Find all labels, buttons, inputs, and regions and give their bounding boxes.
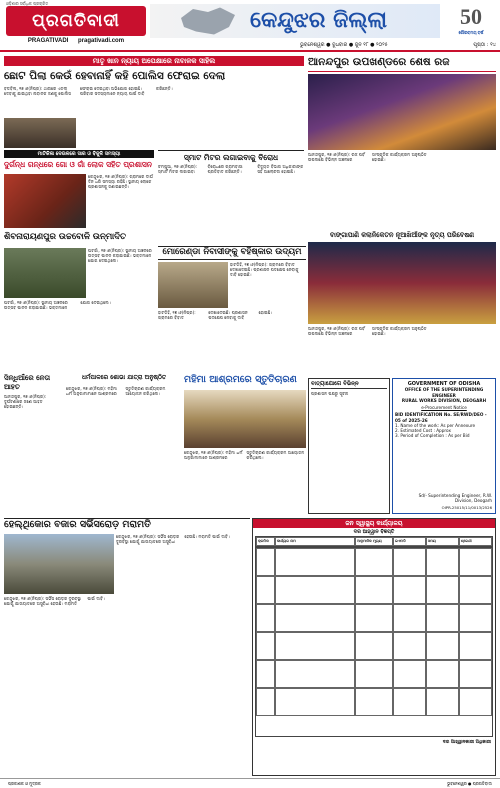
story-dance-headline[interactable]: ବାଙ୍ଗାପାଣି କଲାନିକେତନ ନୂଆଖିଆଁଙ୍କ ନୃତ୍ୟ ପରିବେଷଣ (329, 231, 475, 239)
table-cell (256, 576, 275, 604)
notice-table (255, 536, 493, 546)
table-cell (275, 576, 355, 604)
dateline (300, 42, 496, 48)
table-cell (459, 604, 492, 632)
tender-line-1: 1. Name of the work: As per Annexure (395, 422, 476, 428)
small-notice-box (308, 378, 390, 514)
story3-body-cont: ଘଟଗାଁ, ୧୭।୬(ନିପ୍ର): ସ୍ଥାନୀୟ ଅଞ୍ଚଳରେ ଉତ୍ସବ ପାଳନ କରାଯାଇଛି। ଭକ୍ତମାନେ ଯୋଗ ଦେଇଥିଲେ। (4, 300, 111, 311)
story-mahima-headline[interactable]: ମହିମା ଆଶ୍ରମରେ ସ୍ତୁତିଚାରଣ (184, 374, 297, 385)
table-cell (426, 632, 459, 660)
table-cell (426, 604, 459, 632)
footer-left: ପ୍ରକାଶକ ଓ ମୁଦ୍ରକ (8, 781, 41, 786)
table-col-header: ଇଏମଡି (393, 537, 426, 545)
tender-oipr: OIPR-25015/11/0013/2526 (441, 505, 492, 511)
mahima-photo (184, 390, 306, 448)
anniversary-badge (446, 4, 496, 38)
dance-photo (308, 242, 496, 324)
story1-photo (4, 118, 76, 148)
table-footer: ଦର ଆହ୍ୱାନକାରୀ ଅଧିକାରୀ (442, 739, 491, 745)
story-raja-headline[interactable]: ଆନନ୍ଦପୁର ଉପଖଣ୍ଡରେ ଶେଷ ରଜ (308, 56, 496, 72)
table-subheader: ଦର ଆହ୍ୱାନ ବିଜ୍ଞପ୍ତି (353, 529, 395, 535)
story-shobha-headline[interactable]: ଧର୍ମପାଳରେ ଶୋଭା ଯାତ୍ରା ଅନୁଷ୍ଠିତ (81, 374, 167, 381)
fire-photo (4, 174, 86, 228)
story2-kicker: ମାଟିକିଳା ଦେଉଳରେ ସାର ଓ ବିଜୁଳି ସମସ୍ୟା (4, 150, 154, 158)
story-morenda-body: ହାଟଡିହି, ୧୭।୬(ନିପ୍ର): ଗ୍ରାମରେ ବିବାଦ ଦେଖାଦେଇଛି। ପ୍ରଶାସନ ପଦକ୍ଷେପ ନେବାକୁ ଦାବି ହୋଇଛି। (230, 262, 299, 278)
story-road-body: କେନ୍ଦୁଝର, ୧୭।୬(ନିପ୍ର): ସର୍ଭିସ ରୋଡ଼ର ଦୁରବସ୍ଥା ଯୋଗୁଁ ଯାତାୟାତରେ ଅସୁବିଧା ହେଉଛି। ମରାମତି ପାଇଁ ଦାବି। (116, 534, 230, 545)
story4-body: ଆନନ୍ଦପୁର, ୧୭।୬(ନିପ୍ର): ଦୁର୍ଘଟଣାରେ ଜଣେ ଆହତ ହୋଇଛନ୍ତି। (4, 394, 47, 410)
table-cell (459, 548, 492, 576)
newspaper-logo[interactable]: ପ୍ରଗତିବାଦୀ (6, 6, 146, 36)
table-cell (355, 660, 393, 688)
edition-title: କେନ୍ଦୁଝର ଜିଲ୍ଲା (250, 8, 388, 33)
footer-right: ଭୁବନେଶ୍ୱର ● ପ୍ରଗତିବାଦୀ (447, 781, 492, 786)
table-cell (393, 576, 426, 604)
logo-subline (6, 38, 146, 44)
table-cell (256, 604, 275, 632)
table-col-header: କାର୍ଯ୍ୟର ନାମ (275, 537, 355, 545)
table-cell (275, 632, 355, 660)
page-number: ପୃଷ୍ଠା : ୧୪ (473, 42, 496, 48)
table-header: ଜନ ସ୍ୱାସ୍ଥ୍ୟ କାର୍ଯ୍ୟାଳୟ (253, 519, 495, 528)
tender-notice-type: e-Procurement Notice (421, 405, 467, 410)
story-road-body-cont: କେନ୍ଦୁଝର, ୧୭।୬(ନିପ୍ର): ସର୍ଭିସ ରୋଡ଼ର ଦୁରବସ୍ଥା ଯୋଗୁଁ ଯାତାୟାତରେ ଅସୁବିଧା ହେଉଛି। ମରାମତି ପାଇଁ ଦାବି। (4, 596, 105, 607)
story3-headline[interactable]: ଶିବନାରାୟଣପୁର ଉଚ୍ଚବୋଳି ଉନ୍ମାଦିତ (4, 232, 127, 242)
table-cell (256, 632, 275, 660)
story2-body: କେନ୍ଦୁଝର, ୧୭।୬(ନିପ୍ର): ଗ୍ରାମରେ ଦୀର୍ଘ ଦିନ ଧରି ସମସ୍ୟା ରହିଛି। ସ୍ଥାନୀୟ ଲୋକେ ପ୍ରଶାସନକୁ ଜଣାଇଛନ୍ତି। (88, 174, 153, 190)
story-morenda-headline[interactable]: ମୋରେଣ୍ଡା ନିବାସୀଙ୍କୁ ବହିଷ୍କାର ଉଦ୍ୟମ (158, 246, 306, 260)
tagline: ଓଡ଼ିଶାର ସର୍ବାଧିକ ପ୍ରଚାରିତ (6, 1, 49, 6)
table-cell (393, 604, 426, 632)
table-cell (393, 548, 426, 576)
tender-gov: GOVERNMENT OF ODISHA (407, 381, 481, 387)
table-col-header: କ୍ରମିକ (256, 537, 275, 545)
tender-division: RURAL WORKS DIVISION, DEOGARH (401, 397, 487, 403)
table-cell (393, 660, 426, 688)
story3-body: ଘଟଗାଁ, ୧୭।୬(ନିପ୍ର): ସ୍ଥାନୀୟ ଅଞ୍ଚଳରେ ଉତ୍ସବ ପାଳନ କରାଯାଇଛି। ଭକ୍ତମାନେ ଯୋଗ ଦେଇଥିଲେ। (88, 248, 152, 264)
table-cell (355, 576, 393, 604)
story-smartmeter-headline[interactable]: ସ୍ମାଟ ମିଟର ଲଗାଇବାକୁ ବିରୋଧ (183, 153, 279, 162)
story2-headline[interactable]: ଦୁର୍ଗନ୍ଧ ଗନ୍ଧରେ ଗୋ ଓ ଗାଁ ଲୋକ ସହିତ ପ୍ରଶାସନ (4, 160, 152, 169)
table-cell (256, 660, 275, 688)
story1-kicker: ମାତୃ ଖାନ ନ୍ୟାୟ ଅପେକ୍ଷାରେ ନାବାଳକ ସାହିଲ (4, 56, 304, 66)
anniversary-number: 50 (460, 4, 482, 29)
story-smartmeter-body: ଚମ୍ପୁଆ, ୧୭।୬(ନିପ୍ର): ସ୍ମାର୍ଟ ମିଟର ଲଗାଇବା ବିରୋଧରେ ଗ୍ରାମବାସୀ ପ୍ରତିବାଦ କରିଛନ୍ତି। ବିଦ୍ୟୁତ ବିଭାଗ ଅଧିକାରୀଙ୍କ ସହ ଆଲୋଚନା ହୋଇଛି। (158, 164, 304, 175)
story4-headline[interactable]: ସିନ୍ଧିଆଁରେ ନେତା ଆହତ (4, 374, 51, 391)
story-raja-body: ଆନନ୍ଦପୁର, ୧୭।୬(ନିପ୍ର): ରଜ ପର୍ବ ଉପଲକ୍ଷେ ବିଭିନ୍ନ ଅଞ୍ଚଳରେ ସାଂସ୍କୃତିକ କାର୍ଯ୍ୟକ୍ରମ ଅନୁଷ୍ଠିତ ହୋଇଛି। (308, 152, 427, 163)
morenda-photo (158, 262, 228, 308)
table-cell (459, 632, 492, 660)
table-cell (256, 548, 275, 576)
story1-headline[interactable]: ଛୋଟ ପିଲା କେଉଁ ହେବାନାହିଁ କହି ପୋଲିସ ଫେରାଇ ଦେଲା (4, 70, 226, 82)
table-cell (459, 660, 492, 688)
table-cell (426, 660, 459, 688)
story1-body: ବଡବିଲ, ୧୭।୬(ନିପ୍ର): ଥାନାରେ ଏତଲା ଦେବାକୁ ଯାଇଥିବା ନାବାଳକ ଜଣକୁ ପୋଲିସ ଫେରାଇ ଦେଇଥିବା ଅଭିଯୋଗ ହୋଇଛି। ପରିବାର ସଦସ୍ୟମାନେ ନ୍ୟାୟ ପାଇଁ ଦାବି କରିଛନ୍ତି। (4, 86, 173, 97)
table-cell (355, 604, 393, 632)
tender-signature: Sd/- Superintending Engineer, R.W. Division, Deogarh (418, 492, 492, 503)
table-cell (275, 660, 355, 688)
logo-sub-right: pragativadi.com (78, 38, 125, 44)
table-cell (426, 688, 459, 716)
tender-office: OFFICE OF THE SUPERINTENDING ENGINEER (404, 387, 484, 398)
table-cell (275, 548, 355, 576)
date-text: ଭୁବନେଶ୍ୱର ● ବୁଧବାର ● ଜୁନ ୧୮ ● ୨୦୨୫ (300, 42, 388, 48)
tender-notice (392, 378, 496, 514)
small-notice-title: ବାତ୍ୟାଯୋଗେ ବିଭିନ୍ନ (311, 381, 387, 389)
table-cell (459, 688, 492, 716)
table-cell (355, 688, 393, 716)
story-mahima-body: କେନ୍ଦୁଝର, ୧୭।୬(ନିପ୍ର): ମହିମା ଧର୍ମ ଅନୁଗାମୀମାନେ ଆଶ୍ରମରେ ସ୍ତୁତିଚାରଣ କାର୍ଯ୍ୟକ୍ରମ ଆୟୋଜନ କରିଥିଲେ। (184, 450, 305, 461)
page-footer (0, 778, 500, 788)
table-cell (426, 548, 459, 576)
small-notice-body: ପ୍ରଶାସନ ପକ୍ଷରୁ ସୂଚନା (311, 390, 349, 396)
table-cell (393, 688, 426, 716)
divider (158, 150, 304, 151)
road-photo (4, 534, 114, 594)
table-col-header: ସମୟ (426, 537, 459, 545)
table-cell (355, 548, 393, 576)
table-cell (459, 576, 492, 604)
story-shobha-body: କେନ୍ଦୁଝର, ୧୭।୬(ନିପ୍ର): ମହିମା ଧର୍ମ ଅନୁଗାମୀମାନେ ଆଶ୍ରମରେ ସ୍ତୁତିଚାରଣ କାର୍ଯ୍ୟକ୍ରମ ଆୟୋଜନ କରିଥିଲେ। (66, 386, 166, 397)
story-morenda-body-cont: ହାଟଡିହି, ୧୭।୬(ନିପ୍ର): ଗ୍ରାମରେ ବିବାଦ ଦେଖାଦେଇଛି। ପ୍ରଶାସନ ପଦକ୍ଷେପ ନେବାକୁ ଦାବି ହୋଇଛି। (158, 310, 273, 321)
notice-table-body (255, 547, 493, 737)
tender-line-2: 2. Estimated Cost : Approx (395, 428, 451, 433)
raja-photo (308, 74, 496, 150)
tender-line-3: 3. Period of Completion : As per Bid (395, 433, 470, 439)
logo-sub-left: PRAGATIVADI (27, 38, 69, 44)
table-cell (393, 632, 426, 660)
table-cell (275, 604, 355, 632)
tender-table-notice (252, 518, 496, 776)
table-cell (355, 632, 393, 660)
table-cell (256, 688, 275, 716)
anniversary-sub: ଗୌରବମୟ ବର୍ଷ (458, 30, 484, 35)
table-col-header: ଶ୍ରେଣୀ (459, 537, 492, 545)
table-cell (275, 688, 355, 716)
table-col-header: ଆନୁମାନିକ ମୂଲ୍ୟ (355, 537, 393, 545)
story-road-headline[interactable]: ହେଲ୍ଥିକୋର ବଜାର ସର୍ଭିସରୋଡ଼ ମରାମତି (4, 518, 250, 532)
table-cell (426, 576, 459, 604)
tender-bid-id: BID IDENTIFICATION No. SE/RWD/DEO - 05 of 2025-26 (395, 412, 487, 423)
story3-photo (4, 248, 86, 298)
story-dance-body: ଆନନ୍ଦପୁର, ୧୭।୬(ନିପ୍ର): ରଜ ପର୍ବ ଉପଲକ୍ଷେ ବିଭିନ୍ନ ଅଞ୍ଚଳରେ ସାଂସ୍କୃତିକ କାର୍ଯ୍ୟକ୍ରମ ଅନୁଷ୍ଠିତ ହୋଇଛି। (308, 326, 427, 337)
